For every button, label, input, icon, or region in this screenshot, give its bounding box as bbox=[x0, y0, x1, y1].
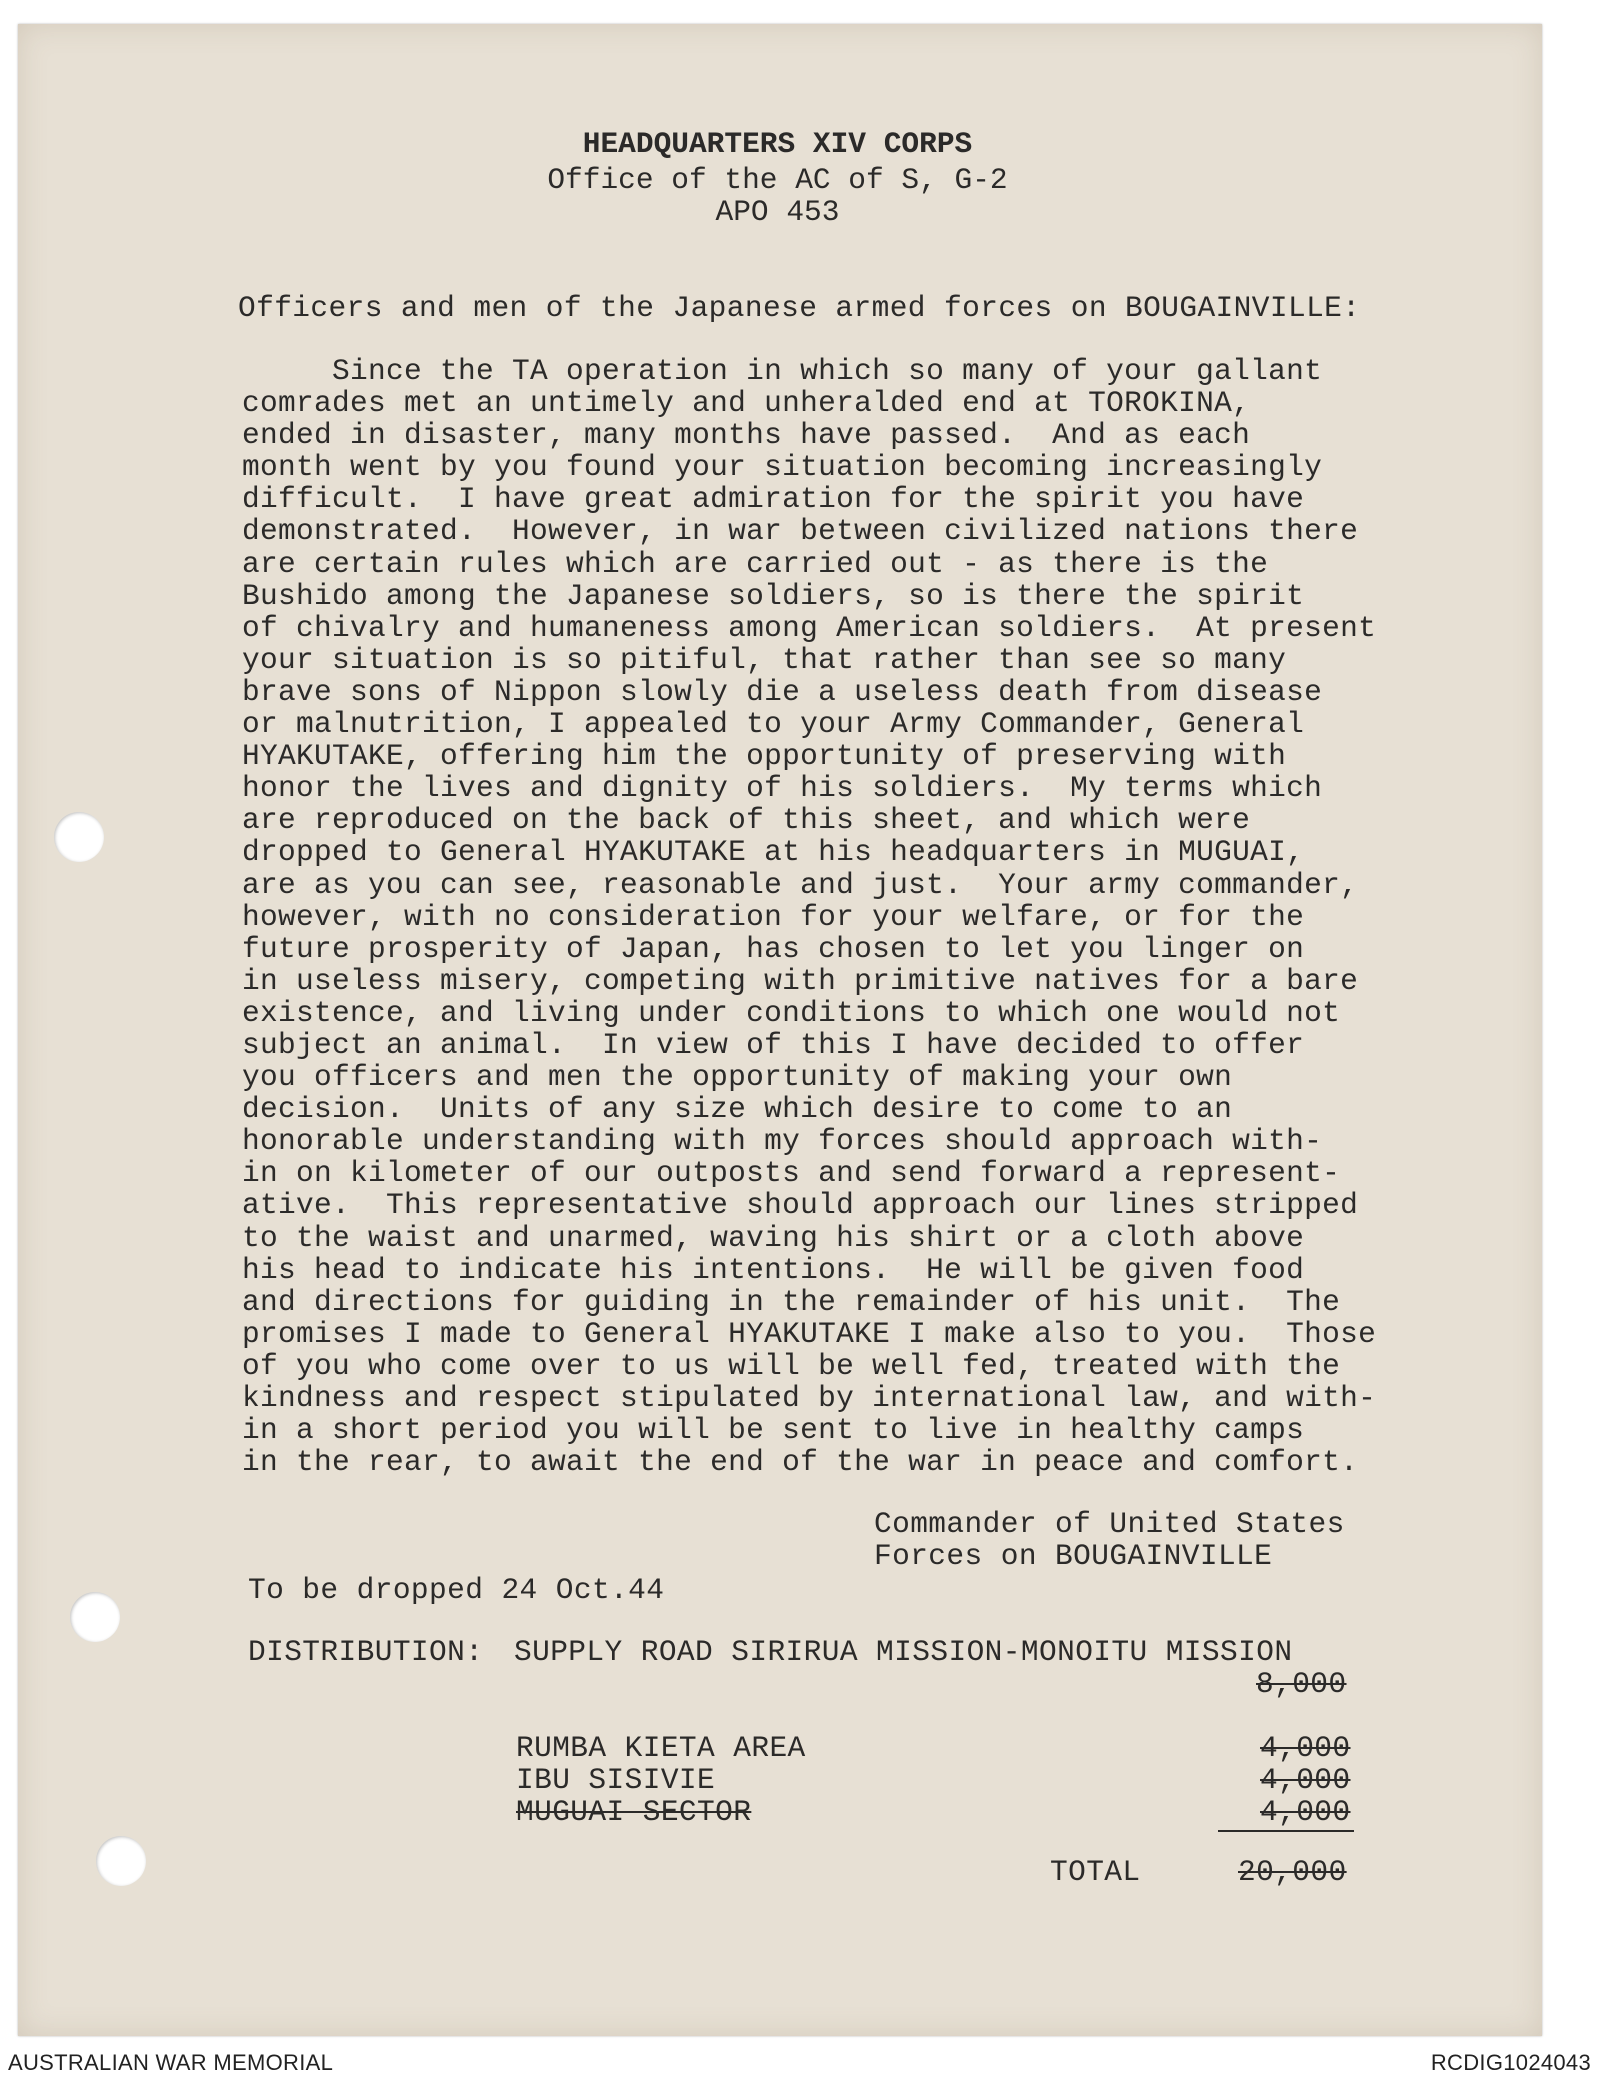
distribution-area-rumba: RUMBA KIETA AREA bbox=[516, 1731, 806, 1765]
punch-hole bbox=[54, 812, 104, 862]
body-line: kindness and respect stipulated by international law, and with- bbox=[242, 1381, 1377, 1415]
signature-line-1: Commander of United States bbox=[874, 1507, 1345, 1541]
body-line: Since the TA operation in which so many of your gallant bbox=[242, 354, 1323, 388]
body-line: honor the lives and dignity of his soldiers. My terms which bbox=[242, 771, 1323, 806]
salutation: Officers and men of the Japanese armed forces on BOUGAINVILLE: bbox=[238, 291, 1361, 325]
distribution-count-ibu: 4,000 bbox=[1260, 1763, 1351, 1797]
distribution-count-muguai: 4,000 bbox=[1260, 1795, 1351, 1829]
body-line: decision. Units of any size which desire to come to an bbox=[242, 1092, 1233, 1127]
body-line: in a short period you will be sent to live in healthy camps bbox=[242, 1413, 1305, 1448]
footer-record-id: RCDIG1024043 bbox=[1430, 2050, 1591, 2075]
distribution-area-muguai: MUGUAI SECTOR bbox=[516, 1795, 752, 1829]
body-line: honorable understanding with my forces should approach with- bbox=[242, 1124, 1323, 1159]
body-line: to the waist and unarmed, waving his shirt or a cloth above bbox=[242, 1220, 1305, 1255]
body-line: your situation is so pitiful, that rather than see so many bbox=[242, 642, 1287, 677]
body-line: comrades met an untimely and unheralded end at TOROKINA, bbox=[242, 386, 1251, 421]
body-line: are reproduced on the back of this sheet, and which were bbox=[242, 803, 1251, 838]
body-line: demonstrated. However, in war between civilized nations there bbox=[242, 514, 1359, 549]
body-line: existence, and living under conditions to which one would not bbox=[242, 995, 1341, 1030]
body-line: subject an animal. In view of this I have decided to offer bbox=[242, 1027, 1305, 1062]
body-line: you officers and men the opportunity of making your own bbox=[242, 1060, 1233, 1095]
distribution-count-rumba: 4,000 bbox=[1260, 1731, 1351, 1765]
footer-archive-name: AUSTRALIAN WAR MEMORIAL bbox=[8, 2050, 334, 2075]
body-line: difficult. I have great admiration for the spirit you have bbox=[242, 482, 1305, 517]
body-line: and directions for guiding in the remainder of his unit. The bbox=[242, 1284, 1341, 1319]
body-line: or malnutrition, I appealed to your Army Commander, General bbox=[242, 707, 1305, 742]
distribution-first-area: SUPPLY ROAD SIRIRUA MISSION-MONOITU MISSION bbox=[514, 1635, 1293, 1669]
body-line: HYAKUTAKE, offering him the opportunity of preserving with bbox=[242, 739, 1287, 774]
body-line: in the rear, to await the end of the war in peace and comfort. bbox=[242, 1445, 1359, 1480]
distribution-label: DISTRIBUTION: bbox=[248, 1635, 484, 1669]
total-count: 20,000 bbox=[1238, 1855, 1347, 1889]
body-line: dropped to General HYAKUTAKE at his headquarters in MUGUAI, bbox=[242, 835, 1305, 870]
header-line-2: Office of the AC of S, G-2 bbox=[547, 163, 1008, 197]
total-label: TOTAL bbox=[1050, 1855, 1141, 1889]
body-line: are as you can see, reasonable and just. Your army commander, bbox=[242, 867, 1359, 902]
body-line: Bushido among the Japanese soldiers, so is there the spirit bbox=[242, 578, 1305, 613]
body-line: his head to indicate his intentions. He will be given food bbox=[242, 1252, 1305, 1287]
distribution-first-count: 8,000 bbox=[1256, 1667, 1347, 1701]
body-line: of you who come over to us will be well fed, treated with the bbox=[242, 1348, 1341, 1383]
body-line: brave sons of Nippon slowly die a useless death from disease bbox=[242, 674, 1323, 709]
body-line: are certain rules which are carried out - as there is the bbox=[242, 546, 1269, 581]
header-line-1: HEADQUARTERS XIV CORPS bbox=[582, 127, 973, 161]
letter-body bbox=[242, 355, 1376, 1478]
signature-line-2: Forces on BOUGAINVILLE bbox=[874, 1539, 1273, 1573]
body-line: future prosperity of Japan, has chosen to let you linger on bbox=[242, 931, 1305, 966]
body-line: promises I made to General HYAKUTAKE I make also to you. Those bbox=[242, 1316, 1377, 1351]
body-line: however, with no consideration for your welfare, or for the bbox=[242, 899, 1305, 934]
body-line: in on kilometer of our outposts and send forward a represent- bbox=[242, 1156, 1341, 1191]
body-line: of chivalry and humaneness among American soldiers. At present bbox=[242, 610, 1377, 645]
punch-hole bbox=[96, 1836, 146, 1886]
drop-note: To be dropped 24 Oct.44 bbox=[248, 1573, 665, 1607]
distribution-area-ibu: IBU SISIVIE bbox=[516, 1763, 716, 1797]
punch-hole bbox=[70, 1592, 120, 1642]
header-line-3: APO 453 bbox=[715, 195, 840, 229]
body-line: ended in disaster, many months have passed. And as each bbox=[242, 418, 1251, 453]
body-line: month went by you found your situation becoming increasingly bbox=[242, 450, 1323, 485]
body-line: in useless misery, competing with primitive natives for a bare bbox=[242, 963, 1359, 998]
body-line: ative. This representative should approach our lines stripped bbox=[242, 1188, 1359, 1223]
total-rule bbox=[1218, 1830, 1354, 1832]
